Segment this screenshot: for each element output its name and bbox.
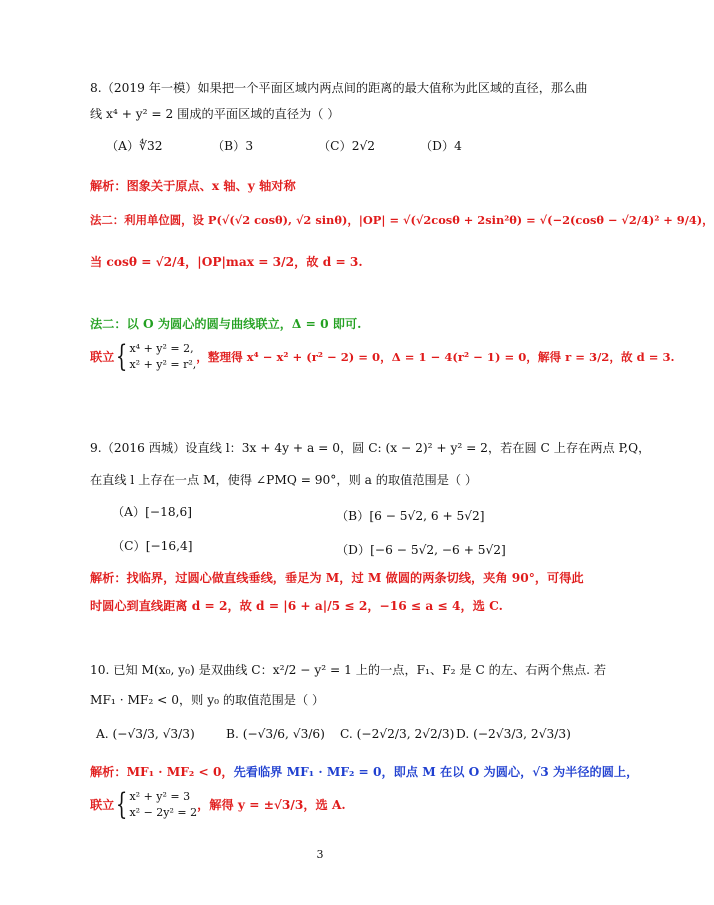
- q9-option-a: （A）[−18,6]: [112, 505, 193, 519]
- q8-option-a: （A）∜32: [106, 139, 163, 153]
- q8-option-d: （D）4: [420, 139, 462, 153]
- q10-combine-label: 联立: [90, 798, 115, 812]
- q8-equation-system: [129, 341, 196, 373]
- q10-equation-system: [129, 789, 197, 821]
- q10-analysis: [90, 764, 638, 780]
- q8-method-1-result: 当 cosθ = √2/4，|OP|max = 3/2，故 d = 3.: [90, 255, 363, 269]
- q8-combine-label: 联立: [90, 350, 115, 364]
- q8-option-c: （C）2√2: [318, 139, 375, 153]
- q8-method-2-text: 以 O 为圆心的圆与曲线联立，Δ = 0 即可.: [126, 317, 362, 331]
- q9-stem-line-1: 9.（2016 西城）设直线 l：3x + 4y + a = 0，圆 C: (x − 2)² + y² = 2，若在圆 C 上存在两点 P,Q，: [90, 441, 651, 455]
- q10-analysis-label: 解析：: [90, 765, 127, 779]
- q10-option-d: D. (−2√3/3, 2√3/3): [456, 727, 571, 741]
- q10-stem-line-1: 10. 已知 M(x₀, y₀) 是双曲线 C：x²/2 − y² = 1 上的一点，F₁、F₂ 是 C 的左、右两个焦点. 若: [90, 663, 607, 677]
- q8-option-b: （B）3: [212, 139, 254, 153]
- q10-stem-line-2: MF₁ · MF₂ < 0，则 y₀ 的取值范围是（ ）: [90, 693, 325, 707]
- q8-method-2-label: 法二：: [90, 317, 127, 331]
- q8-system-eq-1: x⁴ + y² = 2,: [129, 342, 194, 355]
- left-brace-glyph: {: [116, 339, 128, 374]
- q10-analysis-part-2: 先看临界 MF₁ · MF₂ = 0，即点 M 在以 O 为圆心，√3 为半径的圆上，: [233, 765, 639, 779]
- q8-stem-line-2: 线 x⁴ + y² = 2 围成的平面区域的直径为（ ）: [90, 107, 340, 121]
- q8-system-eq-2: x² + y² = r²,: [129, 358, 197, 371]
- q8-combine-result: ，整理得 x⁴ − x² + (r² − 2) = 0，Δ = 1 − 4(r² − 1) = 0，解得 r = 3/2，故 d = 3.: [196, 350, 675, 364]
- q8-analysis: [90, 178, 296, 194]
- q10-combine-result: ，解得 y = ±√3/3，选 A.: [197, 798, 346, 812]
- q9-stem-line-2: 在直线 l 上存在一点 M，使得 ∠PMQ = 90°，则 a 的取值范围是（ ）: [90, 473, 478, 487]
- q10-option-b: B. (−√3/6, √3/6): [226, 727, 325, 741]
- q9-option-d: （D）[−6 − 5√2, −6 + 5√2]: [336, 543, 506, 557]
- page-number: 3: [316, 848, 324, 861]
- q10-analysis-part-1: MF₁ · MF₂ < 0，: [126, 765, 234, 779]
- q8-method-1: 法二：利用单位圆，设 P(√(√2 cosθ), √2 sinθ)，|OP| = √(√2cosθ + 2sin²θ) = √(−2(cosθ − √2/4)² + 9/4)，: [90, 213, 714, 227]
- q9-option-c: （C）[−16,4]: [112, 539, 193, 553]
- q9-option-b: （B）[6 − 5√2, 6 + 5√2]: [336, 509, 485, 523]
- q10-system-eq-1: x² + y² = 3: [129, 790, 191, 803]
- q8-analysis-label: 解析：: [90, 179, 127, 193]
- q10-option-a: A. (−√3/3, √3/3): [96, 727, 195, 741]
- q10-option-c: C. (−2√2/3, 2√2/3): [340, 727, 455, 741]
- q9-analysis-line-1: 解析：找临界，过圆心做直线垂线，垂足为 M，过 M 做圆的两条切线，夹角 90°，可得此: [90, 571, 584, 585]
- left-brace-glyph: {: [116, 787, 128, 822]
- q8-combine: [90, 340, 675, 374]
- q9-analysis-line-2: 时圆心到直线距离 d = 2，故 d = |6 + a|/5 ≤ 2，−16 ≤ a ≤ 4，选 C.: [90, 599, 503, 613]
- q8-stem-line-1: 8.（2019 年一模）如果把一个平面区域内两点间的距离的最大值称为此区域的直径，那么曲: [90, 81, 588, 95]
- q8-method-2: [90, 316, 361, 332]
- q10-combine: [90, 788, 346, 822]
- q10-system-eq-2: x² − 2y² = 2: [129, 806, 198, 819]
- q8-analysis-text: 图象关于原点、x 轴、y 轴对称: [126, 179, 296, 193]
